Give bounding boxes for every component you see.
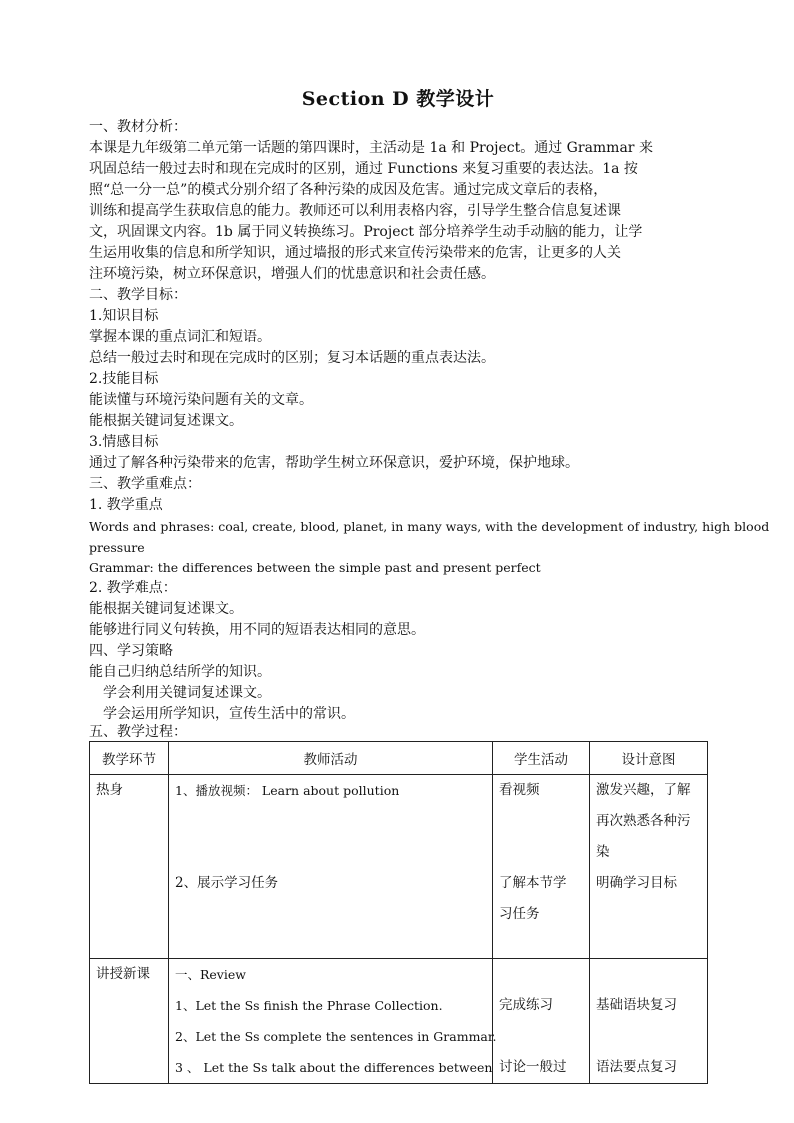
keypoint-words: Words and phrases: coal, create, blood, planet, in many ways, with the development of industry, high blood <box>89 519 770 534</box>
analysis-line: 照“总一分一总”的模式分别介绍了各种污染的成因及危害。通过完成文章后的表格， <box>89 182 608 198</box>
skill-goal-title: 2.技能目标 <box>89 371 159 387</box>
analysis-line: 本课是九年级第二单元第一话题的第四课时，主活动是 1a 和 Project。通过 Grammar 来 <box>89 140 653 156</box>
teacher-activity: 一、Review <box>175 967 246 982</box>
skill-goal-1: 能读懂与环境污染问题有关的文章。 <box>89 392 313 408</box>
analysis-line: 注环境污染，树立环保意识，增强人们的忧患意识和社会责任感。 <box>89 266 495 282</box>
page-title: Section D 教学设计 <box>301 88 495 110</box>
teacher-activity: 2、展示学习任务 <box>175 875 279 891</box>
design-purpose: 语法要点复习 <box>596 1059 677 1075</box>
header-teacher: 教师活动 <box>169 742 493 775</box>
cell-stage <box>90 775 169 959</box>
design-purpose: 染 <box>596 844 610 860</box>
header-stage: 教学环节 <box>90 742 169 775</box>
analysis-line: 训练和提高学生获取信息的能力。教师还可以利用表格内容，引导学生整合信息复述课 <box>89 203 621 219</box>
cell-purpose <box>590 775 708 959</box>
student-activity: 了解本节学 <box>499 875 567 891</box>
difficulty-title: 2. 教学难点： <box>89 580 177 596</box>
student-activity: 完成练习 <box>499 997 553 1013</box>
section-heading-analysis: 一、教材分析： <box>89 119 187 135</box>
design-purpose: 明确学习目标 <box>596 875 677 891</box>
teacher-activity: 3 、 Let the Ss talk about the differences between <box>175 1060 493 1075</box>
student-activity: 习任务 <box>499 906 540 922</box>
header-purpose: 设计意图 <box>590 742 708 775</box>
student-activity: 看视频 <box>499 782 540 798</box>
knowledge-goal-2: 总结一般过去时和现在完成时的区别；复习本话题的重点表达法。 <box>89 350 495 366</box>
teacher-activity: 1、Let the Ss finish the Phrase Collection. <box>175 998 443 1013</box>
emotion-goal-1: 通过了解各种污染带来的危害，帮助学生树立环保意识，爱护环境，保护地球。 <box>89 455 579 471</box>
strategy-3: 学会运用所学知识，宣传生活中的常识。 <box>103 706 355 722</box>
knowledge-goal-1: 掌握本课的重点词汇和短语。 <box>89 329 271 345</box>
cell-student <box>493 775 590 959</box>
cell-student <box>493 959 590 1084</box>
difficulty-2: 能够进行同义句转换，用不同的短语表达相同的意思。 <box>89 622 425 638</box>
stage-label: 讲授新课 <box>96 966 150 982</box>
table-row-warmup <box>90 775 708 959</box>
cell-teacher <box>169 775 493 959</box>
skill-goal-2: 能根据关键词复述课文。 <box>89 413 243 429</box>
section-heading-objectives: 二、教学目标： <box>89 287 187 303</box>
strategy-1: 能自己归纳总结所学的知识。 <box>89 664 271 680</box>
stage-label: 热身 <box>96 782 123 798</box>
difficulty-1: 能根据关键词复述课文。 <box>89 601 243 617</box>
keypoint-words-cont: pressure <box>89 540 145 555</box>
knowledge-goal-title: 1.知识目标 <box>89 308 159 324</box>
section-heading-keypoints: 三、教学重难点： <box>89 476 201 492</box>
table-row-new-lesson <box>90 959 708 1084</box>
design-purpose: 再次熟悉各种污 <box>596 813 691 829</box>
teacher-activity: 1、播放视频： Learn about pollution <box>175 783 400 798</box>
design-purpose: 激发兴趣，了解 <box>596 782 691 798</box>
lesson-process-table <box>89 741 708 1084</box>
section-heading-process: 五、教学过程： <box>89 724 187 740</box>
cell-purpose <box>590 959 708 1084</box>
design-purpose: 基础语块复习 <box>596 997 677 1013</box>
student-activity: 讨论一般过 <box>499 1059 567 1075</box>
emotion-goal-title: 3.情感目标 <box>89 434 159 450</box>
analysis-line: 巩固总结一般过去时和现在完成时的区别，通过 Functions 来复习重要的表达法。1a 按 <box>89 161 638 177</box>
header-student: 学生活动 <box>493 742 590 775</box>
section-heading-strategy: 四、学习策略 <box>89 643 173 659</box>
cell-teacher <box>169 959 497 1084</box>
analysis-line: 文，巩固课文内容。1b 属于同义转换练习。Project 部分培养学生动手动脑的能力，让学 <box>89 224 643 240</box>
strategy-2: 学会利用关键词复述课文。 <box>103 685 271 701</box>
cell-stage <box>90 959 169 1084</box>
keypoint-title: 1. 教学重点 <box>89 497 163 513</box>
analysis-line: 生运用收集的信息和所学知识，通过墙报的形式来宣传污染带来的危害，让更多的人关 <box>89 245 621 261</box>
teacher-activity: 2、Let the Ss complete the sentences in Grammar. <box>175 1029 497 1044</box>
keypoint-grammar: Grammar: the differences between the simple past and present perfect <box>89 560 541 575</box>
table-header-row <box>90 742 708 775</box>
